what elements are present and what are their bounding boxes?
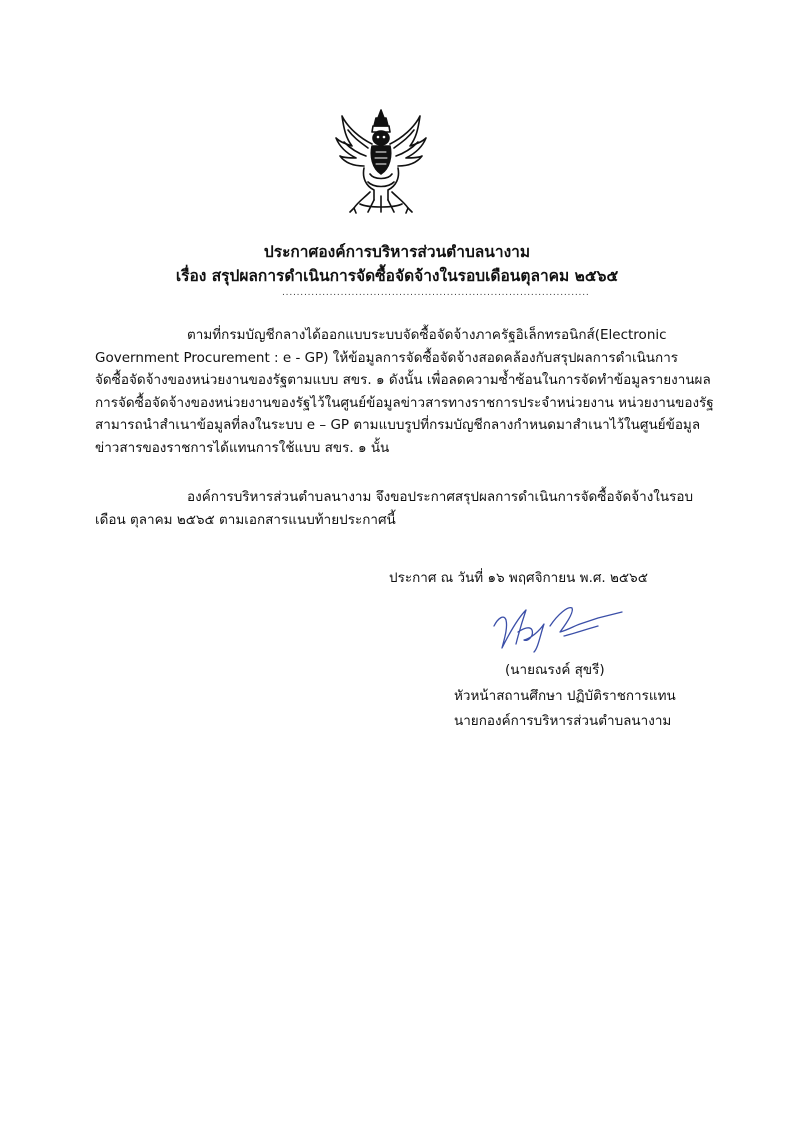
paragraph-line: ตามที่กรมบัญชีกลางได้ออกแบบระบบจัดซื้อจัดจ้างภาครัฐอิเล็กทรอนิกส์(Electronic bbox=[187, 327, 667, 343]
paragraph-line: สามารถนำสำเนาข้อมูลที่ลงในระบบ e – GP ตามแบบรูปที่กรมบัญชีกลางกำหนดมาสำเนาไว้ในศูนย์ข้อมูล bbox=[95, 417, 701, 434]
announcement-subject: เรื่อง สรุปผลการดำเนินการจัดซื้อจัดจ้างในรอบเดือนตุลาคม ๒๕๖๕ bbox=[175, 267, 619, 285]
signer-position-1: หัวหน้าสถานศึกษา ปฏิบัติราชการแทน bbox=[454, 688, 676, 704]
signer-name: (นายณรงค์ สุขรี) bbox=[505, 662, 605, 678]
paragraph-line: การจัดซื้อจัดจ้างของหน่วยงานของรัฐไว้ในศูนย์ข้อมูลข่าวสารทางราชการประจำหน่วยงาน หน่วยงานของรัฐ bbox=[95, 394, 714, 411]
paragraph-line: องค์การบริหารส่วนตำบลนางาม จึงขอประกาศสรุปผลการดำเนินการจัดซื้อจัดจ้างในรอบ bbox=[187, 489, 694, 505]
announcement-title: ประกาศองค์การบริหารส่วนตำบลนางาม bbox=[263, 243, 531, 261]
body-paragraph-1 bbox=[95, 324, 714, 460]
signer-position-2: นายกองค์การบริหารส่วนตำบลนางาม bbox=[454, 713, 672, 729]
garuda-emblem-icon bbox=[334, 108, 428, 214]
body-paragraph-2 bbox=[95, 486, 693, 531]
paragraph-line: ข่าวสารของราชการได้แทนการใช้แบบ สขร. ๑ นั้น bbox=[95, 439, 390, 456]
paragraph-line: เดือน ตุลาคม ๒๕๖๕ ตามเอกสารแนบท้ายประกาศนี้ bbox=[95, 511, 396, 528]
signature-image bbox=[488, 596, 628, 654]
announce-date: ประกาศ ณ วันที่ ๑๖ พฤศจิกายน พ.ศ. ๒๕๖๕ bbox=[389, 570, 648, 586]
paragraph-line: Government Procurement : e - GP) ให้ข้อมูลการจัดซื้อจัดจ้างสอดคล้องกับสรุปผลการดำเนินการ bbox=[95, 349, 679, 366]
title-separator: .................................................................................... bbox=[282, 288, 590, 298]
paragraph-line: จัดซื้อจัดจ้างของหน่วยงานของรัฐตามแบบ สขร. ๑ ดังนั้น เพื่อลดความซ้ำซ้อนในการจัดทำข้อมูลรายงานผล bbox=[95, 372, 711, 389]
